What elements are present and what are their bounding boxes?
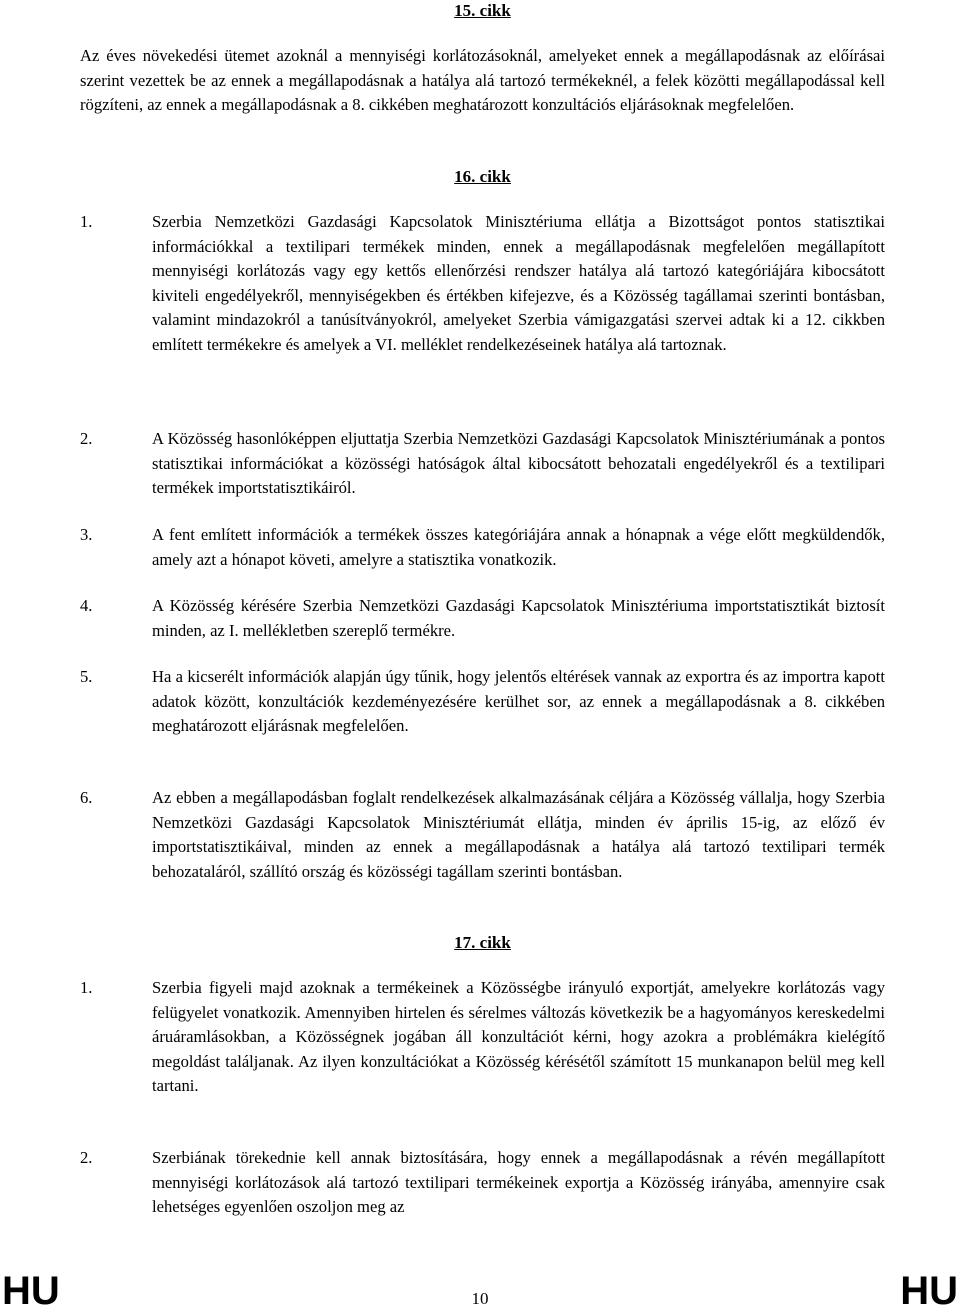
item-number: 1. bbox=[80, 212, 93, 231]
article-16-item-2 bbox=[80, 427, 885, 501]
heading-article-15: 15. cikk bbox=[454, 1, 511, 20]
article-16-item-1 bbox=[80, 210, 885, 357]
item-text: Ha a kicserélt információk alapján úgy tűnik, hogy jelentős eltérések vannak az exportra és az importra kapott adatok között, konzultációk kezdeményezésére kerülhet sor, az ennek a megállapodásnak a 8. cikkében meghatározott eljárásnak megfelelően. bbox=[152, 667, 885, 735]
item-number: 2. bbox=[80, 1148, 93, 1167]
article-15-text: Az éves növekedési ütemet azoknál a mennyiségi korlátozásoknál, amelyeket ennek a megállapodásnak az előírásai szerint vezettek be az ennek a megállapodásnak a hatálya alá tartozó termékeknél, a felek közötti megállapodással kell rögzíteni, az ennek a megállapodásnak a 8. cikkében meghatározott konzultációs eljárásoknak megfelelően. bbox=[80, 46, 885, 114]
item-number: 3. bbox=[80, 525, 93, 544]
heading-article-17: 17. cikk bbox=[454, 933, 511, 952]
item-text: Szerbia figyeli majd azoknak a termékeinek a Közösségbe irányuló exportját, amelyekre korlátozás vagy felügyelet vonatkozik. Amennyiben hirtelen és sérelmes változás következik be a hagyományos kereskedelmi áruáramlásokban, a Közösségnek jogában áll konzultációt kérni, hogy azokra a problémákra kielégítő megoldást találjanak. Az ilyen konzultációkat a Közösség kérésétől számított 15 munkanapon belül meg kell tartani. bbox=[152, 978, 885, 1095]
footer-language-left: HU bbox=[2, 1269, 60, 1313]
item-text: Szerbiának törekednie kell annak biztosítására, hogy ennek a megállapodásnak a révén megállapított mennyiségi korlátozások alá tartozó textilipari termékeinek exportja a Közösség irányába, amennyire csak lehetséges egyenlően oszoljon meg az bbox=[152, 1148, 885, 1216]
item-number: 1. bbox=[80, 978, 93, 997]
heading-article-16: 16. cikk bbox=[454, 167, 511, 186]
page-number: 10 bbox=[471, 1289, 489, 1308]
article-16-item-3 bbox=[80, 523, 885, 572]
article-16-item-6 bbox=[80, 786, 885, 884]
item-text: A Közösség hasonlóképpen eljuttatja Szerbia Nemzetközi Gazdasági Kapcsolatok Minisztériumának a pontos statisztikai információkat a közösségi hatóságok által kibocsátott behozatali engedélyekről és a textilipari termékek importstatisztikáiról. bbox=[152, 429, 885, 497]
footer-language-right: HU bbox=[900, 1269, 958, 1313]
item-text: Szerbia Nemzetközi Gazdasági Kapcsolatok Minisztériuma ellátja a Bizottságot pontos statisztikai információkkal a textilipari termékek minden, ennek a megállapodásnak megfelelően megállapított mennyiségi korlátozás vagy egy kettős ellenőrzési rendszer hatálya alá tartozó kategóriájára kibocsátott kiviteli engedélyekről, mennyiségekben és értékben kifejezve, és a Közösség tagállamai szerinti bontásban, valamint mindazokról a tanúsítványokról, amelyeket Szerbia vámigazgatási szervei adtak ki a 12. cikkben említett termékekre és amelyek a VI. melléklet rendelkezéseinek hatálya alá tartoznak. bbox=[152, 212, 885, 354]
item-number: 6. bbox=[80, 788, 93, 807]
item-number: 5. bbox=[80, 667, 93, 686]
item-text: A Közösség kérésére Szerbia Nemzetközi Gazdasági Kapcsolatok Minisztériuma importstatisztikát biztosít minden, az I. mellékletben szereplő termékre. bbox=[152, 596, 885, 640]
item-text: Az ebben a megállapodásban foglalt rendelkezések alkalmazásának céljára a Közösség vállalja, hogy Szerbia Nemzetközi Gazdasági Kapcsolatok Minisztériumát ellátja, minden év április 15-ig, az előző év importstatisztikáival, minden az ennek a megállapodásnak a hatálya alá tartozó textilipari termék behozataláról, szállító ország és közösségi tagállam szerinti bontásban. bbox=[152, 788, 885, 881]
article-16-item-4 bbox=[80, 594, 885, 643]
article-17-item-2 bbox=[80, 1146, 885, 1220]
item-text: A fent említett információk a termékek összes kategóriájára annak a hónapnak a vége előtt megküldendők, amely azt a hónapot követi, amelyre a statisztika vonatkozik. bbox=[152, 525, 885, 569]
item-number: 4. bbox=[80, 596, 93, 615]
item-number: 2. bbox=[80, 429, 93, 448]
article-17-item-1 bbox=[80, 976, 885, 1099]
article-16-item-5 bbox=[80, 665, 885, 739]
